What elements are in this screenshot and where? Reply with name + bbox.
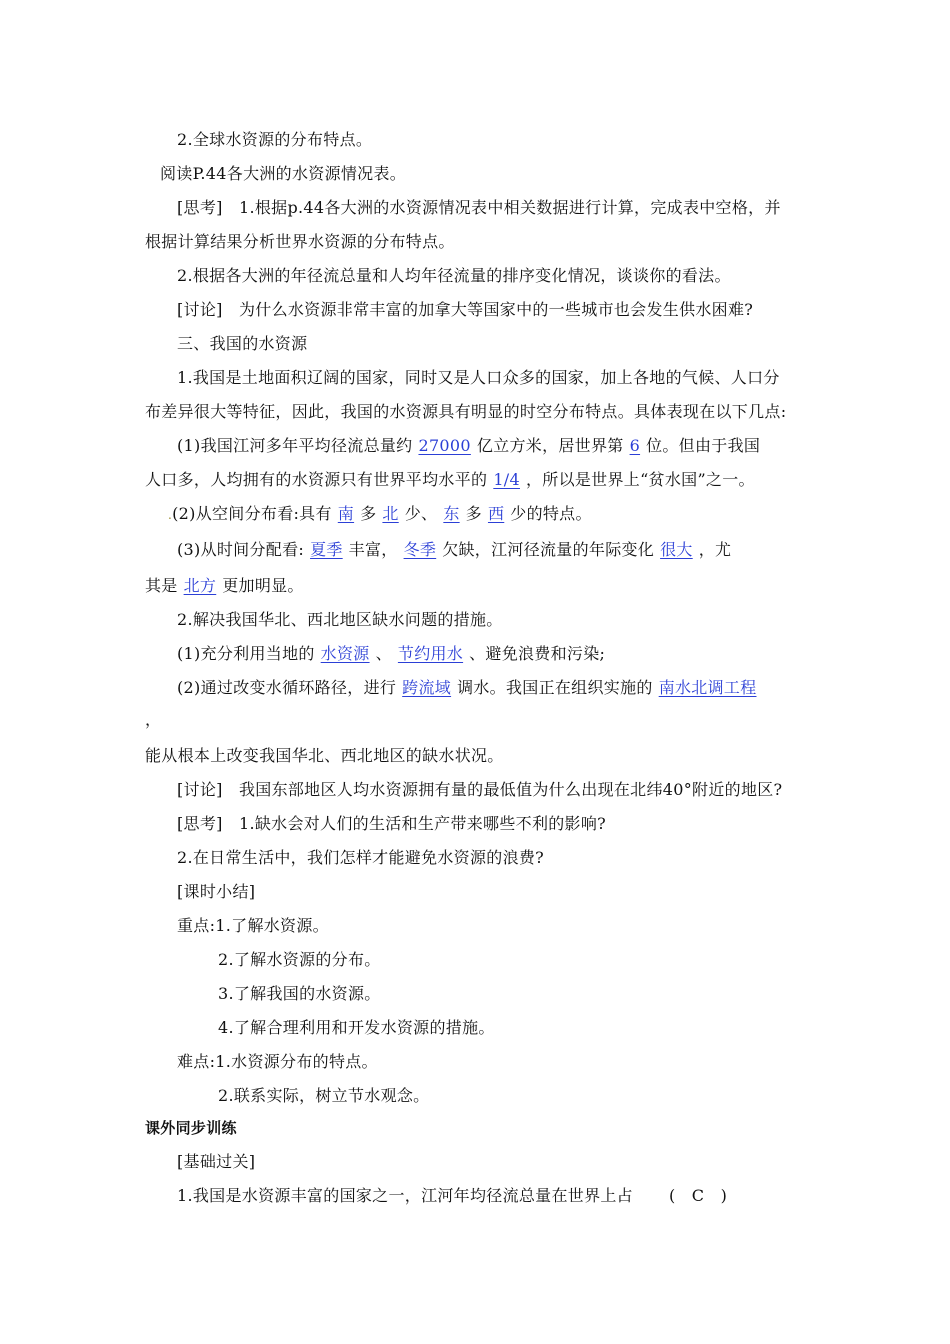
answer-blank: 南水北调工程	[658, 678, 757, 697]
text-segment: 亿立方米，居世界第	[476, 436, 624, 455]
text-line: 根据计算结果分析世界水资源的分布特点。	[145, 232, 455, 251]
subheading: [课时小结]	[177, 882, 256, 901]
answer-blank: 6	[629, 436, 641, 455]
text-line	[145, 576, 304, 596]
text-segment: 、	[375, 644, 392, 663]
text-line	[168, 504, 592, 525]
text-line: ，	[145, 710, 162, 729]
text-segment: 少的特点。	[510, 504, 592, 523]
answer-blank: 1/4	[493, 470, 520, 489]
question-line	[177, 1186, 727, 1206]
text-line: 2.了解水资源的分布。	[218, 950, 381, 969]
answer-blank: 很大	[660, 540, 693, 559]
text-segment: 人口多，人均拥有的水资源只有世界平均水平的	[145, 470, 488, 489]
text-segment: ，尤	[698, 540, 732, 559]
answer-blank: 南	[337, 504, 355, 523]
answer-choice: ( C )	[668, 1186, 728, 1205]
text-line: [思考] 1.根据p.44各大洲的水资源情况表中相关数据进行计算，完成表中空格，并	[177, 198, 781, 217]
text-segment: (1)我国江河多年平均径流总量约	[177, 436, 413, 455]
answer-blank: 27000	[418, 436, 471, 455]
subheading: [基础过关]	[177, 1152, 256, 1171]
text-line: 2.解决我国华北、西北地区缺水问题的措施。	[177, 610, 503, 629]
text-line: [讨论] 为什么水资源非常丰富的加拿大等国家中的一些城市也会发生供水困难?	[177, 300, 754, 319]
text-line: [思考] 1.缺水会对人们的生活和生产带来哪些不利的影响?	[177, 814, 607, 833]
text-line	[177, 678, 763, 698]
text-segment: (3)从时间分配看:	[177, 540, 305, 559]
text-segment: (1)充分利用当地的	[177, 644, 315, 663]
answer-blank: 北方	[183, 576, 217, 595]
stray-dot: .	[168, 508, 173, 522]
answer-blank: 节约用水	[397, 644, 464, 663]
section-title: 课外同步训练	[145, 1119, 237, 1137]
answer-blank: 西	[487, 504, 505, 523]
text-segment: (2)从空间分布看:具有	[172, 504, 332, 523]
text-segment: 调水。我国正在组织实施的	[457, 678, 653, 697]
text-line: 1.我国是土地面积辽阔的国家，同时又是人口众多的国家，加上各地的气候、人口分	[177, 368, 780, 387]
text-line: 2.联系实际，树立节水观念。	[218, 1086, 430, 1105]
answer-blank: 北	[382, 504, 399, 523]
text-line: 难点:1.水资源分布的特点。	[177, 1052, 378, 1071]
text-segment: (2)通过改变水循环路径，进行	[177, 678, 397, 697]
text-line: 阅读P.44各大洲的水资源情况表。	[160, 164, 407, 183]
text-segment: 位。但由于我国	[646, 436, 761, 455]
answer-blank: 夏季	[310, 540, 343, 559]
text-segment: ，所以是世界上“贫水国”之一。	[525, 470, 755, 489]
answer-blank: 水资源	[320, 644, 370, 663]
text-line: 4.了解合理利用和开发水资源的措施。	[218, 1018, 495, 1037]
text-segment: 少、	[404, 504, 438, 523]
text-line	[177, 540, 731, 560]
text-segment: 更加明显。	[222, 576, 304, 595]
text-segment: 丰富，	[348, 540, 398, 559]
text-line: 2.在日常生活中，我们怎样才能避免水资源的浪费?	[177, 848, 545, 867]
text-line	[177, 644, 605, 664]
text-line: 重点:1.了解水资源。	[177, 916, 329, 935]
answer-blank: 东	[443, 504, 460, 523]
text-line	[177, 436, 760, 456]
answer-blank: 冬季	[403, 540, 437, 559]
text-line: [讨论] 我国东部地区人均水资源拥有量的最低值为什么出现在北纬40°附近的地区?	[177, 780, 783, 799]
section-heading: 三、我国的水资源	[177, 334, 308, 353]
text-line	[145, 470, 755, 490]
text-line: 3.了解我国的水资源。	[218, 984, 381, 1003]
text-line: 2.全球水资源的分布特点。	[177, 130, 373, 149]
text-line: 布差异很大等特征，因此，我国的水资源具有明显的时空分布特点。具体表现在以下几点:	[145, 402, 787, 421]
text-line: 2.根据各大洲的年径流总量和人均年径流量的排序变化情况，谈谈你的看法。	[177, 266, 731, 285]
text-segment: 1.我国是水资源丰富的国家之一，江河年均径流总量在世界上占	[177, 1186, 633, 1205]
text-segment: 欠缺，江河径流量的年际变化	[442, 540, 655, 559]
answer-blank: 跨流域	[402, 678, 452, 697]
text-segment: 多	[465, 504, 482, 523]
text-segment: 多	[360, 504, 377, 523]
text-segment: 、避免浪费和污染;	[469, 644, 606, 663]
text-line: 能从根本上改变我国华北、西北地区的缺水状况。	[145, 746, 504, 765]
text-segment: 其是	[145, 576, 178, 595]
